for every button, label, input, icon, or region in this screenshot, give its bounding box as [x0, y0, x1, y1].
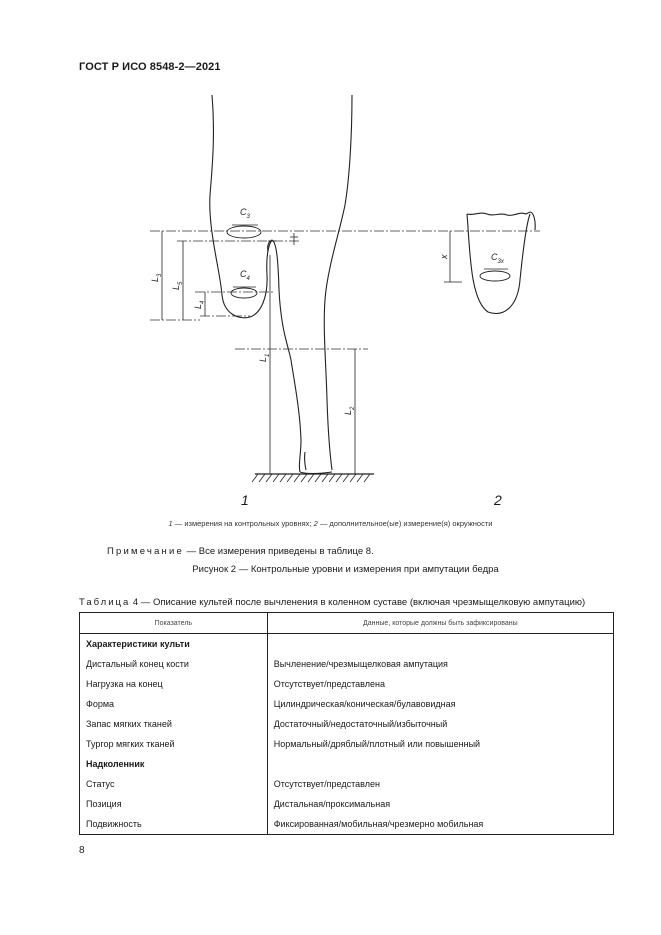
- page-number: 8: [79, 845, 85, 856]
- document-header: ГОСТ Р ИСО 8548-2—2021: [79, 61, 221, 73]
- figure-caption: Рисунок 2 — Контрольные уровни и измерения при ампутации бедра: [192, 564, 499, 575]
- label-x: x: [439, 254, 449, 259]
- circumference-c4: [231, 288, 257, 298]
- table-row: Надколенник: [80, 754, 614, 774]
- label-l4: $L_4$: [193, 300, 206, 309]
- table-row: Характеристики культи: [80, 634, 614, 655]
- figure-legend: 1 — измерения на контрольных уровнях; 2 — дополнительное(ые) измерение(я) окружности: [168, 519, 493, 528]
- table-row: Статус Отсутствует/представлен: [80, 774, 614, 794]
- label-c4: $C_4$: [240, 269, 250, 282]
- stump-description-table: [79, 612, 614, 835]
- table-header-indicator: Показатель: [80, 613, 268, 634]
- table-row: Дистальный конец кости Вычленение/чрезмыщелковая ампутация: [80, 654, 614, 674]
- table-row: Позиция Дистальная/проксимальная: [80, 794, 614, 814]
- label-l3: $L_3$: [150, 273, 163, 282]
- circumference-c3: [227, 226, 261, 238]
- sound-leg-left: [272, 240, 301, 472]
- table-row: Тургор мягких тканей Нормальный/дряблый/плотный или повышенный: [80, 734, 614, 754]
- figure-part-1: 1: [241, 492, 249, 508]
- ground-hatching: [252, 474, 370, 482]
- label-c3: $C_3$: [240, 207, 250, 220]
- circumference-c3x: [480, 271, 510, 281]
- figure-part-2: 2: [494, 492, 502, 508]
- label-l2: $L_2$: [343, 406, 356, 415]
- table-row: Форма Цилиндрическая/коническая/булавовидная: [80, 694, 614, 714]
- table-row: Нагрузка на конец Отсутствует/представлена: [80, 674, 614, 694]
- table-row: Подвижность Фиксированная/мобильная/чрезмерно мобильная: [80, 814, 614, 835]
- label-l5: $L_5$: [171, 281, 184, 290]
- table-row: Запас мягких тканей Достаточный/недостаточный/избыточный: [80, 714, 614, 734]
- label-c3x: $C_{3x}$: [491, 252, 504, 265]
- figure-note: Примечание — Все измерения приведены в таблице 8.: [107, 546, 374, 557]
- table-caption: Таблица 4 — Описание культей после вычленения в коленном суставе (включая чрезмыщелковую ампутацию): [79, 597, 586, 608]
- label-l1: $L_1$: [258, 353, 271, 362]
- table-header-data: Данные, которые должны быть зафиксированы: [267, 613, 613, 634]
